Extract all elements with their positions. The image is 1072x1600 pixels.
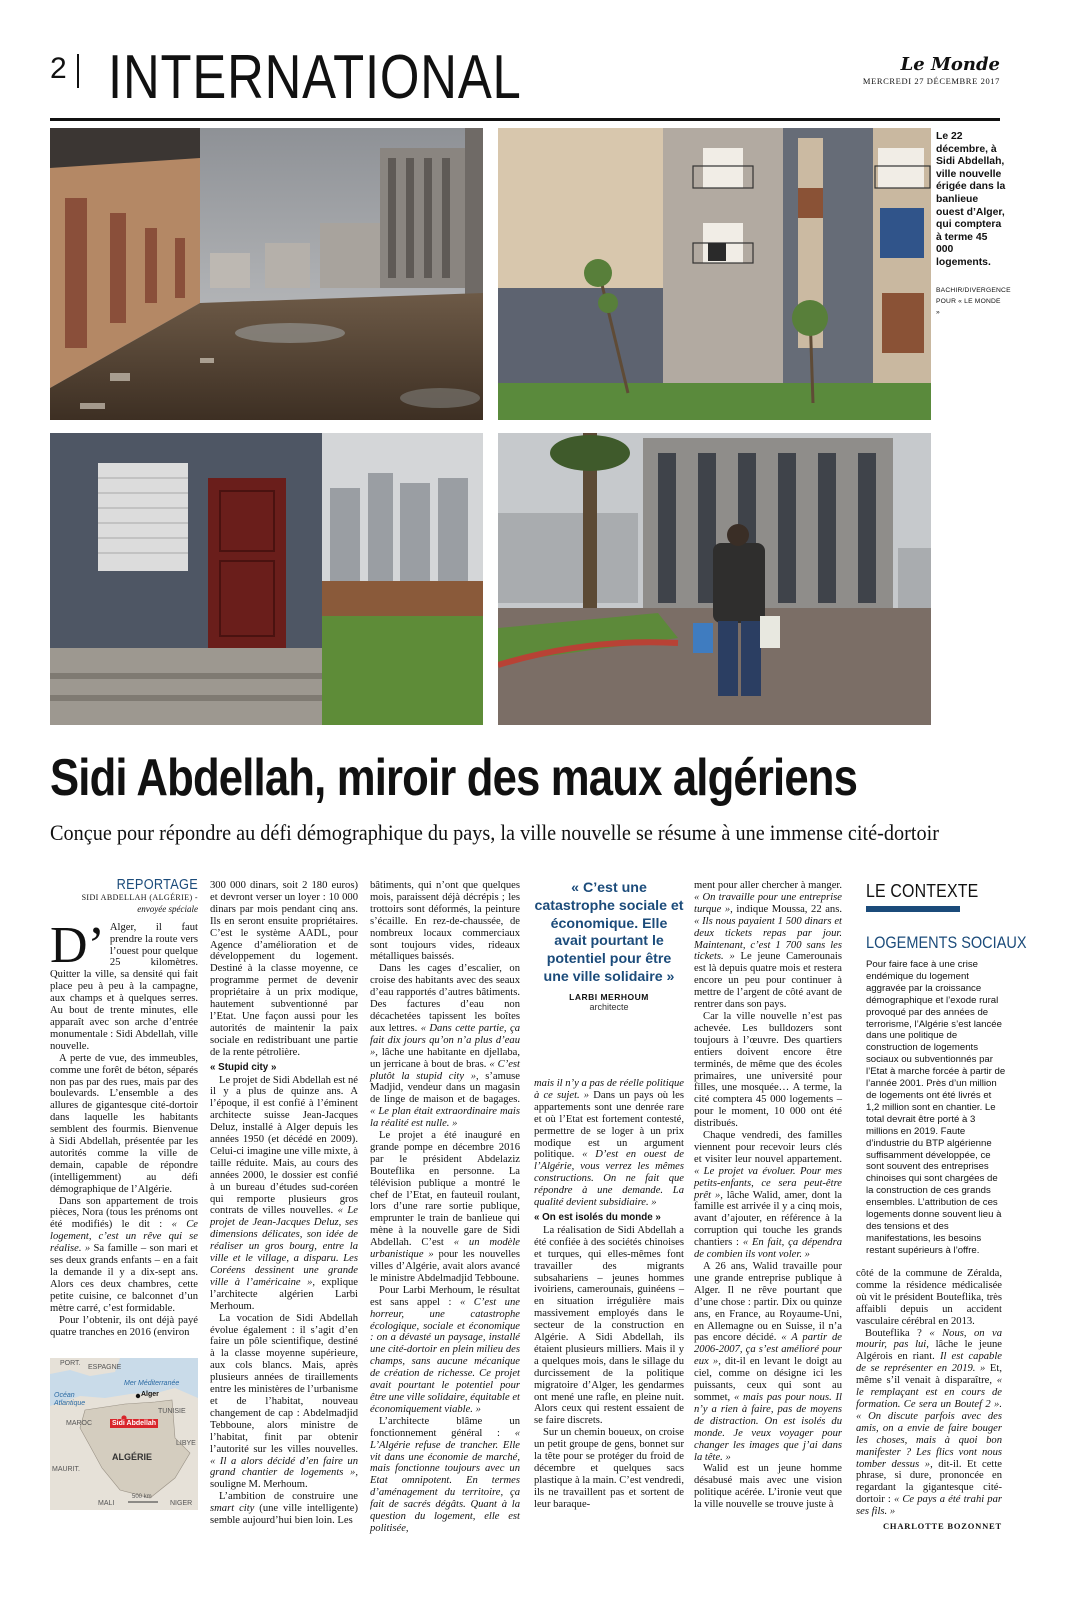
pull-quote-box bbox=[534, 880, 684, 1012]
pull-quote-role: architecte bbox=[589, 1001, 629, 1012]
pull-quote: « C’est une catastrophe sociale et économique. Elle avait pourtant le potentiel pour être une ville solidaire » bbox=[534, 880, 684, 985]
page-number: 2 bbox=[50, 52, 67, 85]
article-paragraph: La réalisation de Sidi Abdellah a été confiée à des sociétés chinoises et turques, qui elles-mêmes font travailler des migrants subsahariens – jeunes hommes ivoiriens, camerounais, guinéens – en situation irrégulière mais massivement employés dans le secteur de la construction en Algérie. A Sidi Abdellah, ils étaient plusieurs milliers. Mais il y a quelques mois, dans le sillage du durcissement de la politique migratoire d’Alger, les gendarmes ont mené une rafle, en pleine nuit. Alors ceux qui restent essaient de se faire discrets. bbox=[534, 1224, 684, 1427]
article-paragraph: ment pour aller chercher à manger. « On travaille pour une entreprise turque », indique Moussa, 22 ans. « Ils nous payaient 1 500 dinars et deux tickets repas par jour. Maintenant, c’est 1 700 sans les tickets. » Le jeune Camerounais est là depuis quatre mois et restera encore un peu pour continuer à mettre de l’argent de côté avant de rentrer dans son pays. bbox=[694, 880, 842, 1011]
article-column-3 bbox=[370, 880, 520, 1535]
author-signature: CHARLOTTE BOZONNET bbox=[882, 1521, 1002, 1532]
context-accent-bar bbox=[866, 906, 960, 912]
photo-caption: Le 22 décembre, à Sidi Abdellah, ville nouvelle érigée dans la banlieue ouest d’Alger, qui comptera à terme 45 000 logements. bbox=[936, 131, 1006, 268]
byline-role: envoyée spéciale bbox=[137, 903, 198, 914]
photo-credit: BACHIR/DIVERGENCE POUR « LE MONDE » bbox=[936, 287, 1011, 316]
map-label-atlantic: Océan Atlantique bbox=[54, 1392, 86, 1407]
map-label-algiers: Alger bbox=[141, 1391, 159, 1398]
map-label-sidi-abdellah: Sidi Abdellah bbox=[112, 1420, 157, 1427]
article-paragraph: Dans son appartement de trois pièces, Nora (tous les prénoms ont été modifiés) le dit : « Ce logement, c’est un rêve qui se réalise. » Sa famille – son mari et ses deux grands enfants – en a fait la demande il y a dix-sept ans. Alors ces deux chambres, cette petite cuisine, ce balconnet d’un mètre carré, c’est formidable. bbox=[50, 1195, 199, 1314]
article-paragraph: La vocation de Sidi Abdellah évolue également : il s’agit d’en faire un pôle scientifique, destiné à la classe moyenne supérieure, aux cols blancs. Mais, après plusieurs années de tiraillements entre les ministères de l’urbanisme et de l’habitat, nouveau changement de cap : Abdelmadjid Tebboune, alors ministre de l’habitat, finit par obtenir l’autorité sur les villes nouvelles. « Il a alors décidé d’en faire un grand chantier de logements », souligne M. Merhoum. bbox=[210, 1312, 358, 1491]
article-paragraph: Car la ville nouvelle n’est pas achevée. Les bulldozers sont toujours à l’œuvre. Des quartiers entiers doivent encore être terminés, de même que des écoles primaires, une université pour filles, une mosquée… A terme, la cité comptera 45 000 logements – pour le moment, 10 000 ont été distribués. bbox=[694, 1010, 842, 1130]
article-paragraph: Le projet de Sidi Abdellah est né il y a plus de quinze ans. A l’époque, il est confié à l’éminent architecte suisse Jean-Jacques Deluz, installé à Alger depuis les années 1950 (et décédé en 2009). Celui-ci imagine une ville mixte, à taille réduite. Mais, au cours des années 2000, le dossier est confié à un bureau d’études sud-coréen qui remporte plusieurs gros contrats de villes nouvelles. « Le projet de Jean-Jacques Deluz, ses dimensions délicates, son idée de réaliser un gros bourg, entre la ville et le village, a disparu. Les Coréens dessinent une grande ville à l’américaine », explique l’architecte algérien Larbi Merhoum. bbox=[210, 1074, 359, 1312]
article-paragraph: 300 000 dinars, soit 2 180 euros) et devront verser un loyer : 10 000 dinars par mois pendant cinq ans. Ils en seront ensuite propriétaires. C’est le système AADL, pour Agence d’amélioration et de développement du logement. Destiné à la classe moyenne, ce programme permet de devenir propriétaire à un prix modique, hautement subventionné par l’Etat. Une façon aussi pour les autorités de maintenir la paix sociale en redistribuant une partie de la rente pétrolière. bbox=[210, 880, 358, 1058]
drop-cap: D’ bbox=[50, 916, 105, 974]
photo-man-with-jerricans bbox=[498, 433, 931, 725]
article-lead-paragraph: D’ Alger, il faut prendre la route vers l’ouest pour quelque 25 kilomètres. Quitter la ville, sa densité qui fait place peu à peu à la campagne, aux champs et à quelques serres. Au bout de trente minutes, elle apparaît avec son arche d’entrée monumentale : Sidi Abdellah, ville nouvelle. bbox=[50, 916, 198, 1052]
map-label-niger: NIGER bbox=[170, 1500, 193, 1507]
article-paragraph: Le projet a été inauguré en grande pompe en décembre 2016 par le président Abdelaziz Bouteflika en personne. La télévision publique a montré le chef de l’Etat, en fauteuil roulant, lors d’une rare sortie publique, emprunter le train de banlieue qui mène à la nouvelle gare de Sidi Abdellah. C’est « un modèle urbanistique » pour les nouvelles villes d’Algérie, avait alors avancé le ministre Abdelmadjid Tebboune. bbox=[370, 1130, 521, 1284]
subheadline: Conçue pour répondre au défi démographique du pays, la ville nouvelle se résume à une immense cité-dortoir bbox=[50, 820, 940, 845]
map-label-libya: LIBYE bbox=[176, 1440, 196, 1447]
article-column-2 bbox=[210, 880, 358, 1527]
context-box bbox=[866, 880, 1027, 1257]
article-column-1 bbox=[50, 877, 199, 1338]
article-kicker: REPORTAGE bbox=[116, 877, 198, 893]
article-paragraph: Pour Larbi Merhoum, le résultat est sans appel : « C’est une horreur, une catastrophe écologique, sociale et économique : on a dévasté un paysage, installé une cité-dortoir en plein milieu des champs, sans aucune mécanique de création de richesse. Ce projet avait pourtant le potentiel pour être une ville solidaire, équitable et économiquement viable. » bbox=[370, 1284, 520, 1415]
article-dateline: SIDI ABDELLAH (ALGÉRIE) - bbox=[81, 892, 198, 902]
map-label-mediterranean: Mer Méditerranée bbox=[124, 1380, 180, 1387]
header-rule bbox=[50, 118, 1000, 121]
article-paragraph: A perte de vue, des immeubles, comme une forêt de béton, séparés non pas par des rues, mais par des boulevards. L’ensemble a des allures de gigantesque cité-dortoir dans laquelle les habitants semblent des fourmis. Bienvenue à Sidi Abdellah, présentée par les autorités comme la ville de demain, capable de répondre (intelligemment) au défi démographique de l’Algérie. bbox=[50, 1052, 198, 1195]
photo-red-door bbox=[50, 433, 483, 725]
article-paragraph: Chaque vendredi, des familles viennent pour recevoir leurs clés et visiter leur nouvel appartement. « Le projet va évoluer. Pour mes petits-enfants, ce sera peut-être prêt », lâche Walid, amer, dont la famille est arrivée il y a cinq mois, avant d’ajouter, en référence à la corruption qui touche les grands chantiers : « En fait, ça dépendra de combien ils vont voler. » bbox=[694, 1130, 843, 1261]
location-map bbox=[50, 1358, 198, 1510]
map-label-tunisia: TUNISIE bbox=[158, 1408, 186, 1415]
article-paragraph: L’architecte blâme un fonctionnement général : « L’Algérie refuse de trancher. Elle vit dans une économie de marché, mais fonctionne toujours avec un Etat omnipotent. En termes d’aménagement du territoire, ça fait de sacrés dégâts. Quant à la question du logement, elle est politisée, bbox=[370, 1415, 520, 1534]
issue-date: MERCREDI 27 DÉCEMBRE 2017 bbox=[862, 76, 1000, 86]
article-paragraph: Walid est un jeune homme désabusé mais avec une vision politique acérée. L’ironie veut que la ville nouvelle se trouve juste à bbox=[694, 1463, 842, 1511]
article-paragraph: L’ambition de construire une smart city (une ville intelligente) semble aujourd’hui bien loin. Les bbox=[210, 1491, 358, 1527]
newspaper-logo: Le Monde bbox=[900, 54, 1000, 75]
context-title: LE CONTEXTE bbox=[866, 880, 979, 901]
article-column-5 bbox=[694, 880, 842, 1511]
map-label-mali: MALI bbox=[98, 1500, 115, 1507]
map-label-spain: ESPAGNE bbox=[88, 1364, 122, 1371]
article-subhead: « Stupid city » bbox=[210, 1061, 277, 1073]
article-paragraph: bâtiments, qui n’ont que quelques mois, paraissent déjà décrépis ; les trottoirs sont déformés, la peinture s’écaille. En rez-de-chaussée, de nombreux locaux commerciaux sont toujours vides, rideaux métalliques baissés. bbox=[370, 880, 520, 963]
photo-building-facade bbox=[498, 128, 931, 420]
article-column-6 bbox=[856, 1268, 1002, 1533]
map-label-algeria: ALGÉRIE bbox=[112, 1452, 153, 1462]
pull-quote-author: LARBI MERHOUM bbox=[569, 991, 649, 1002]
context-subtitle: LOGEMENTS SOCIAUX bbox=[866, 934, 1027, 952]
article-paragraph: Dans les cages d’escalier, on croise des habitants avec des seaux d’eau rapportés d’autres bâtiments. Des factures d’eau non décachetées tapissent les boîtes aux lettres. « Dans cette partie, ça fait dix jours qu’on n’a plus d’eau », lâche une habitante en djellaba, un jerricane à bout de bras. « C’est plutôt la stupid city », s’amuse Madjid, vendeur dans un magasin de linge de maison et de bagages. « Le plan était extraordinaire mais la réalité est nulle. » bbox=[370, 963, 520, 1130]
map-label-morocco: MAROC bbox=[66, 1420, 93, 1427]
article-paragraph: A 26 ans, Walid travaille pour une grande entreprise publique à Alger. Il ne rêve pourtant que d’une chose : partir. Dix ou quinze ans, en France, au Royaume-Uni, en Allemagne ou en Suisse, il n’a pas encore décidé. « A partir de 2006-2007, ça s’est amélioré pour eux », dit-il en levant le doigt au ciel, comme on désigne ici les puissants, ceux qui sont au sommet, « mais pas pour nous. Il n’y a rien à faire, pas de moyens de distraction. On est isolés du monde. Je veux voyager pour changer les images que j’ai dans la tête. » bbox=[694, 1261, 842, 1463]
map-label-portugal: PORT. bbox=[60, 1360, 81, 1367]
section-title: INTERNATIONAL bbox=[108, 43, 522, 112]
context-text: Pour faire face à une crise endémique du logement aggravée par la croissance démographique et l’exode rural provoqué par des années de terrorisme, l’Algérie s’est lancée dans une politique de construction de logements sociaux ou subventionnés par l’Etat à marche forcée à partir de l’année 2001. Près d’un million de logements ont été livrés et 1,2 million sont en chantier. Le total devrait être porté à 3 millions en 2019. Faute d’industrie du BTP algérienne suffisamment développée, ce sont souvent des entreprises chinoises qui sont chargées de la construction de ces grands ensembles. L’attribution de ces logements donne souvent lieu à des tensions et des manifestations, les besoins restant supérieurs à l’offre. bbox=[866, 959, 1006, 1256]
article-column-4 bbox=[534, 1078, 684, 1511]
map-scale: 500 km bbox=[132, 1494, 152, 1500]
article-paragraph: mais il n’y a pas de réelle politique à ce sujet. » Dans un pays où les appartements sont une denrée rare et où l’Etat est fortement contesté, permettre de se loger à un prix modique est un argument politique. « D’est en ouest de l’Algérie, vous verrez les mêmes constructions. On ne fait que répondre à une demande. La qualité devient subsidiaire. » bbox=[534, 1078, 684, 1209]
article-paragraph: Pour l’obtenir, ils ont déjà payé quatre tranches en 2016 (environ bbox=[50, 1314, 198, 1338]
article-paragraph: côté de la commune de Zéralda, comme la résidence médicalisée où vit le président Bouteflika, très affaibli depuis un accident vasculaire cérébral en 2013. bbox=[856, 1268, 1002, 1327]
article-paragraph: Sur un chemin boueux, on croise un petit groupe de gens, bonnet sur la tête pour se protéger du froid de décembre et quelques sacs plastique à la main. C’est vendredi, ils ne travaillent pas et sortent de leur baraque- bbox=[534, 1427, 684, 1510]
article-subhead: « On est isolés du monde » bbox=[534, 1211, 661, 1223]
map-label-mauritania: MAURIT. bbox=[52, 1466, 80, 1473]
photo-muddy-street bbox=[50, 128, 483, 420]
headline: Sidi Abdellah, miroir des maux algériens bbox=[50, 749, 858, 807]
article-paragraph: Bouteflika ? « Nous, on va mourir, pas lui, lâche le jeune Algérois en riant. Il est capable de se représenter en 2019. » Et, même s’il venait à disparaître, « le remplaçant est en cours de formation. Ce sera un Boutef 2 ». « On discute parfois avec des amis, on a envie de faire bouger les choses, mais à quoi bon manifester ? Les flics vont nous tomber dessus », dit-il. Et cette phrase, si dure, prononcée en regardant la gigantesque cité-dortoir : « Ce pays a été trahi par ses fils. » bbox=[856, 1327, 1003, 1518]
page-number-divider bbox=[77, 54, 79, 88]
